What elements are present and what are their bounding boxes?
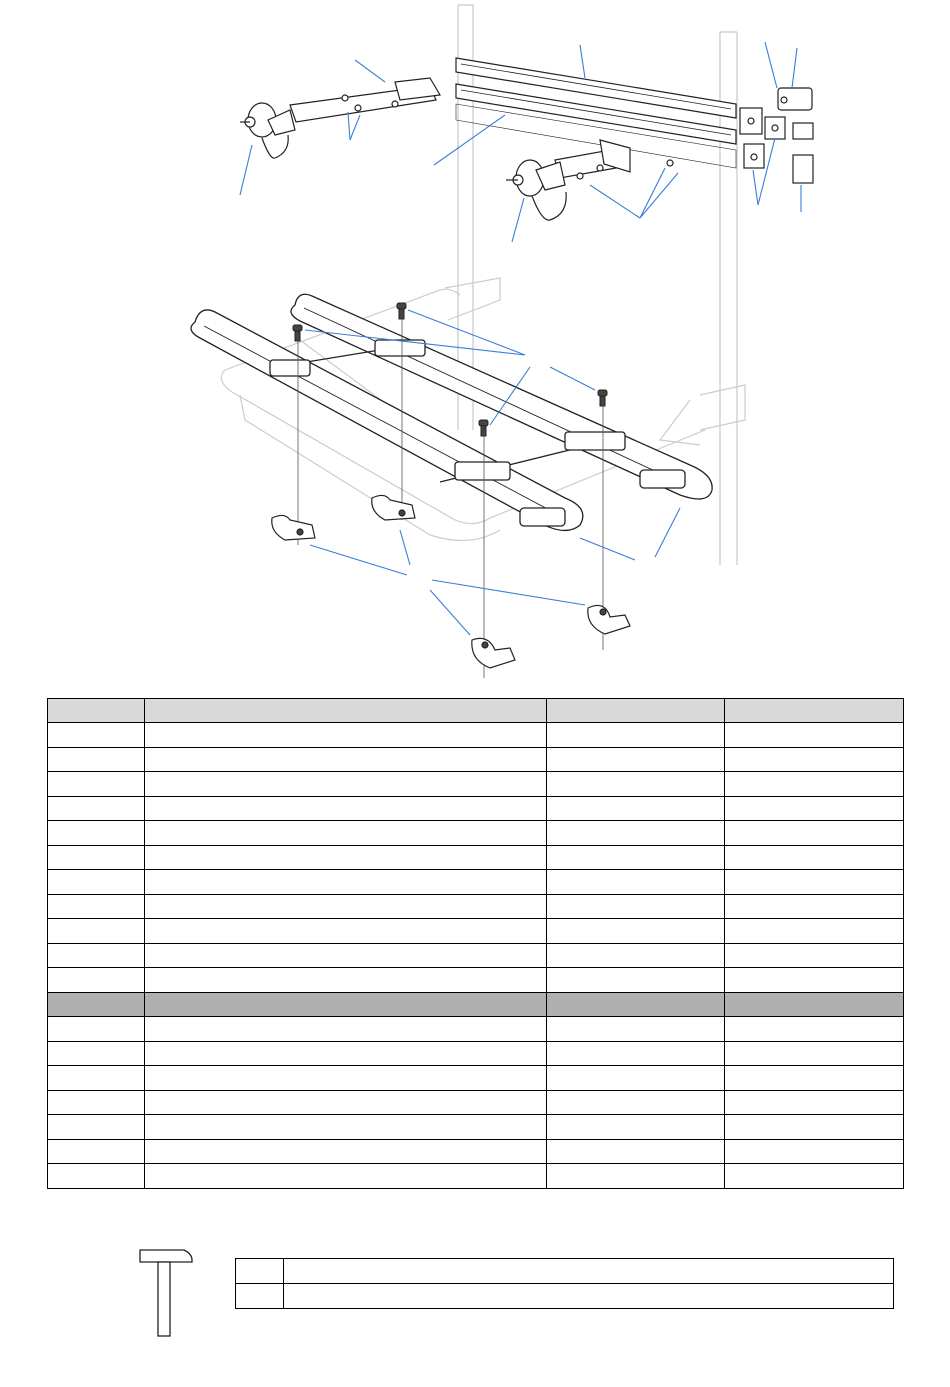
parts-table-section-header xyxy=(48,992,904,1017)
table-cell xyxy=(145,1066,547,1091)
table-cell xyxy=(547,821,725,846)
table-row xyxy=(48,772,904,797)
table-cell xyxy=(725,1090,904,1115)
header-cell xyxy=(725,699,904,723)
table-cell xyxy=(725,968,904,993)
table-row xyxy=(48,1041,904,1066)
table-cell xyxy=(145,1139,547,1164)
header-cell xyxy=(48,699,145,723)
table-cell xyxy=(145,723,547,748)
table-cell xyxy=(48,772,145,797)
wheel-tray xyxy=(191,294,712,530)
table-cell xyxy=(725,1139,904,1164)
table-cell xyxy=(547,894,725,919)
table-row xyxy=(48,1115,904,1140)
table-cell xyxy=(48,1066,145,1091)
table-cell xyxy=(725,1115,904,1140)
table-row xyxy=(48,1017,904,1042)
table-cell xyxy=(236,1284,284,1309)
table-cell xyxy=(547,772,725,797)
table-cell xyxy=(725,1164,904,1189)
table-cell xyxy=(725,747,904,772)
table-cell xyxy=(547,943,725,968)
section-cell xyxy=(145,992,547,1017)
assembly-diagram xyxy=(0,0,950,690)
table-cell xyxy=(145,1041,547,1066)
table-cell xyxy=(725,723,904,748)
table-cell xyxy=(725,845,904,870)
table-row xyxy=(48,747,904,772)
table-cell xyxy=(145,1115,547,1140)
table-cell xyxy=(284,1284,894,1309)
section-cell xyxy=(547,992,725,1017)
table-cell xyxy=(547,723,725,748)
table-row xyxy=(48,1164,904,1189)
table-cell xyxy=(725,821,904,846)
table-cell xyxy=(547,968,725,993)
table-cell xyxy=(145,1164,547,1189)
table-cell xyxy=(48,870,145,895)
table-cell xyxy=(547,796,725,821)
header-cell xyxy=(547,699,725,723)
table-row xyxy=(48,894,904,919)
table-cell xyxy=(48,845,145,870)
table-cell xyxy=(48,919,145,944)
table-cell xyxy=(725,919,904,944)
table-cell xyxy=(48,1139,145,1164)
table-cell xyxy=(145,870,547,895)
table-cell xyxy=(547,1041,725,1066)
table-cell xyxy=(48,894,145,919)
table-row xyxy=(48,821,904,846)
table-cell xyxy=(547,870,725,895)
table-cell xyxy=(145,1090,547,1115)
table-row xyxy=(48,943,904,968)
table-cell xyxy=(547,1164,725,1189)
table-row xyxy=(236,1259,894,1284)
table-cell xyxy=(48,1115,145,1140)
table-cell xyxy=(48,796,145,821)
table-cell xyxy=(725,943,904,968)
table-cell xyxy=(547,1139,725,1164)
table-cell xyxy=(725,1017,904,1042)
table-cell xyxy=(48,723,145,748)
tools-table xyxy=(235,1258,894,1309)
table-cell xyxy=(48,1041,145,1066)
table-cell xyxy=(48,1090,145,1115)
table-cell xyxy=(547,845,725,870)
table-cell xyxy=(48,943,145,968)
left-clamp-arm xyxy=(240,78,440,158)
table-cell xyxy=(48,968,145,993)
table-cell xyxy=(284,1259,894,1284)
table-row xyxy=(48,1090,904,1115)
table-cell xyxy=(547,919,725,944)
table-cell xyxy=(145,1017,547,1042)
table-row xyxy=(48,919,904,944)
rail-end-caps xyxy=(740,88,813,183)
table-cell xyxy=(725,870,904,895)
table-row xyxy=(48,870,904,895)
table-cell xyxy=(48,747,145,772)
table-cell xyxy=(725,1041,904,1066)
table-cell xyxy=(145,821,547,846)
table-cell xyxy=(547,1115,725,1140)
table-cell xyxy=(725,1066,904,1091)
table-cell xyxy=(547,1066,725,1091)
table-cell xyxy=(547,1090,725,1115)
table-row xyxy=(48,968,904,993)
parts-table xyxy=(47,698,904,1189)
table-row xyxy=(48,845,904,870)
table-cell xyxy=(145,943,547,968)
table-row xyxy=(48,1139,904,1164)
table-cell xyxy=(145,772,547,797)
table-cell xyxy=(48,1017,145,1042)
header-cell xyxy=(145,699,547,723)
table-cell xyxy=(547,747,725,772)
table-cell xyxy=(145,796,547,821)
table-cell xyxy=(48,821,145,846)
table-cell xyxy=(236,1259,284,1284)
table-cell xyxy=(725,772,904,797)
table-row xyxy=(48,796,904,821)
table-cell xyxy=(725,796,904,821)
table-cell xyxy=(145,845,547,870)
table-cell xyxy=(725,894,904,919)
table-cell xyxy=(145,968,547,993)
table-cell xyxy=(145,747,547,772)
section-cell xyxy=(725,992,904,1017)
table-cell xyxy=(48,1164,145,1189)
table-cell xyxy=(547,1017,725,1042)
table-row xyxy=(48,723,904,748)
hammer-icon xyxy=(136,1246,196,1338)
section-cell xyxy=(48,992,145,1017)
table-row xyxy=(48,1066,904,1091)
table-row xyxy=(236,1284,894,1309)
table-cell xyxy=(145,919,547,944)
table-cell xyxy=(145,894,547,919)
horizontal-rails xyxy=(456,58,736,168)
parts-table-header xyxy=(48,699,904,723)
